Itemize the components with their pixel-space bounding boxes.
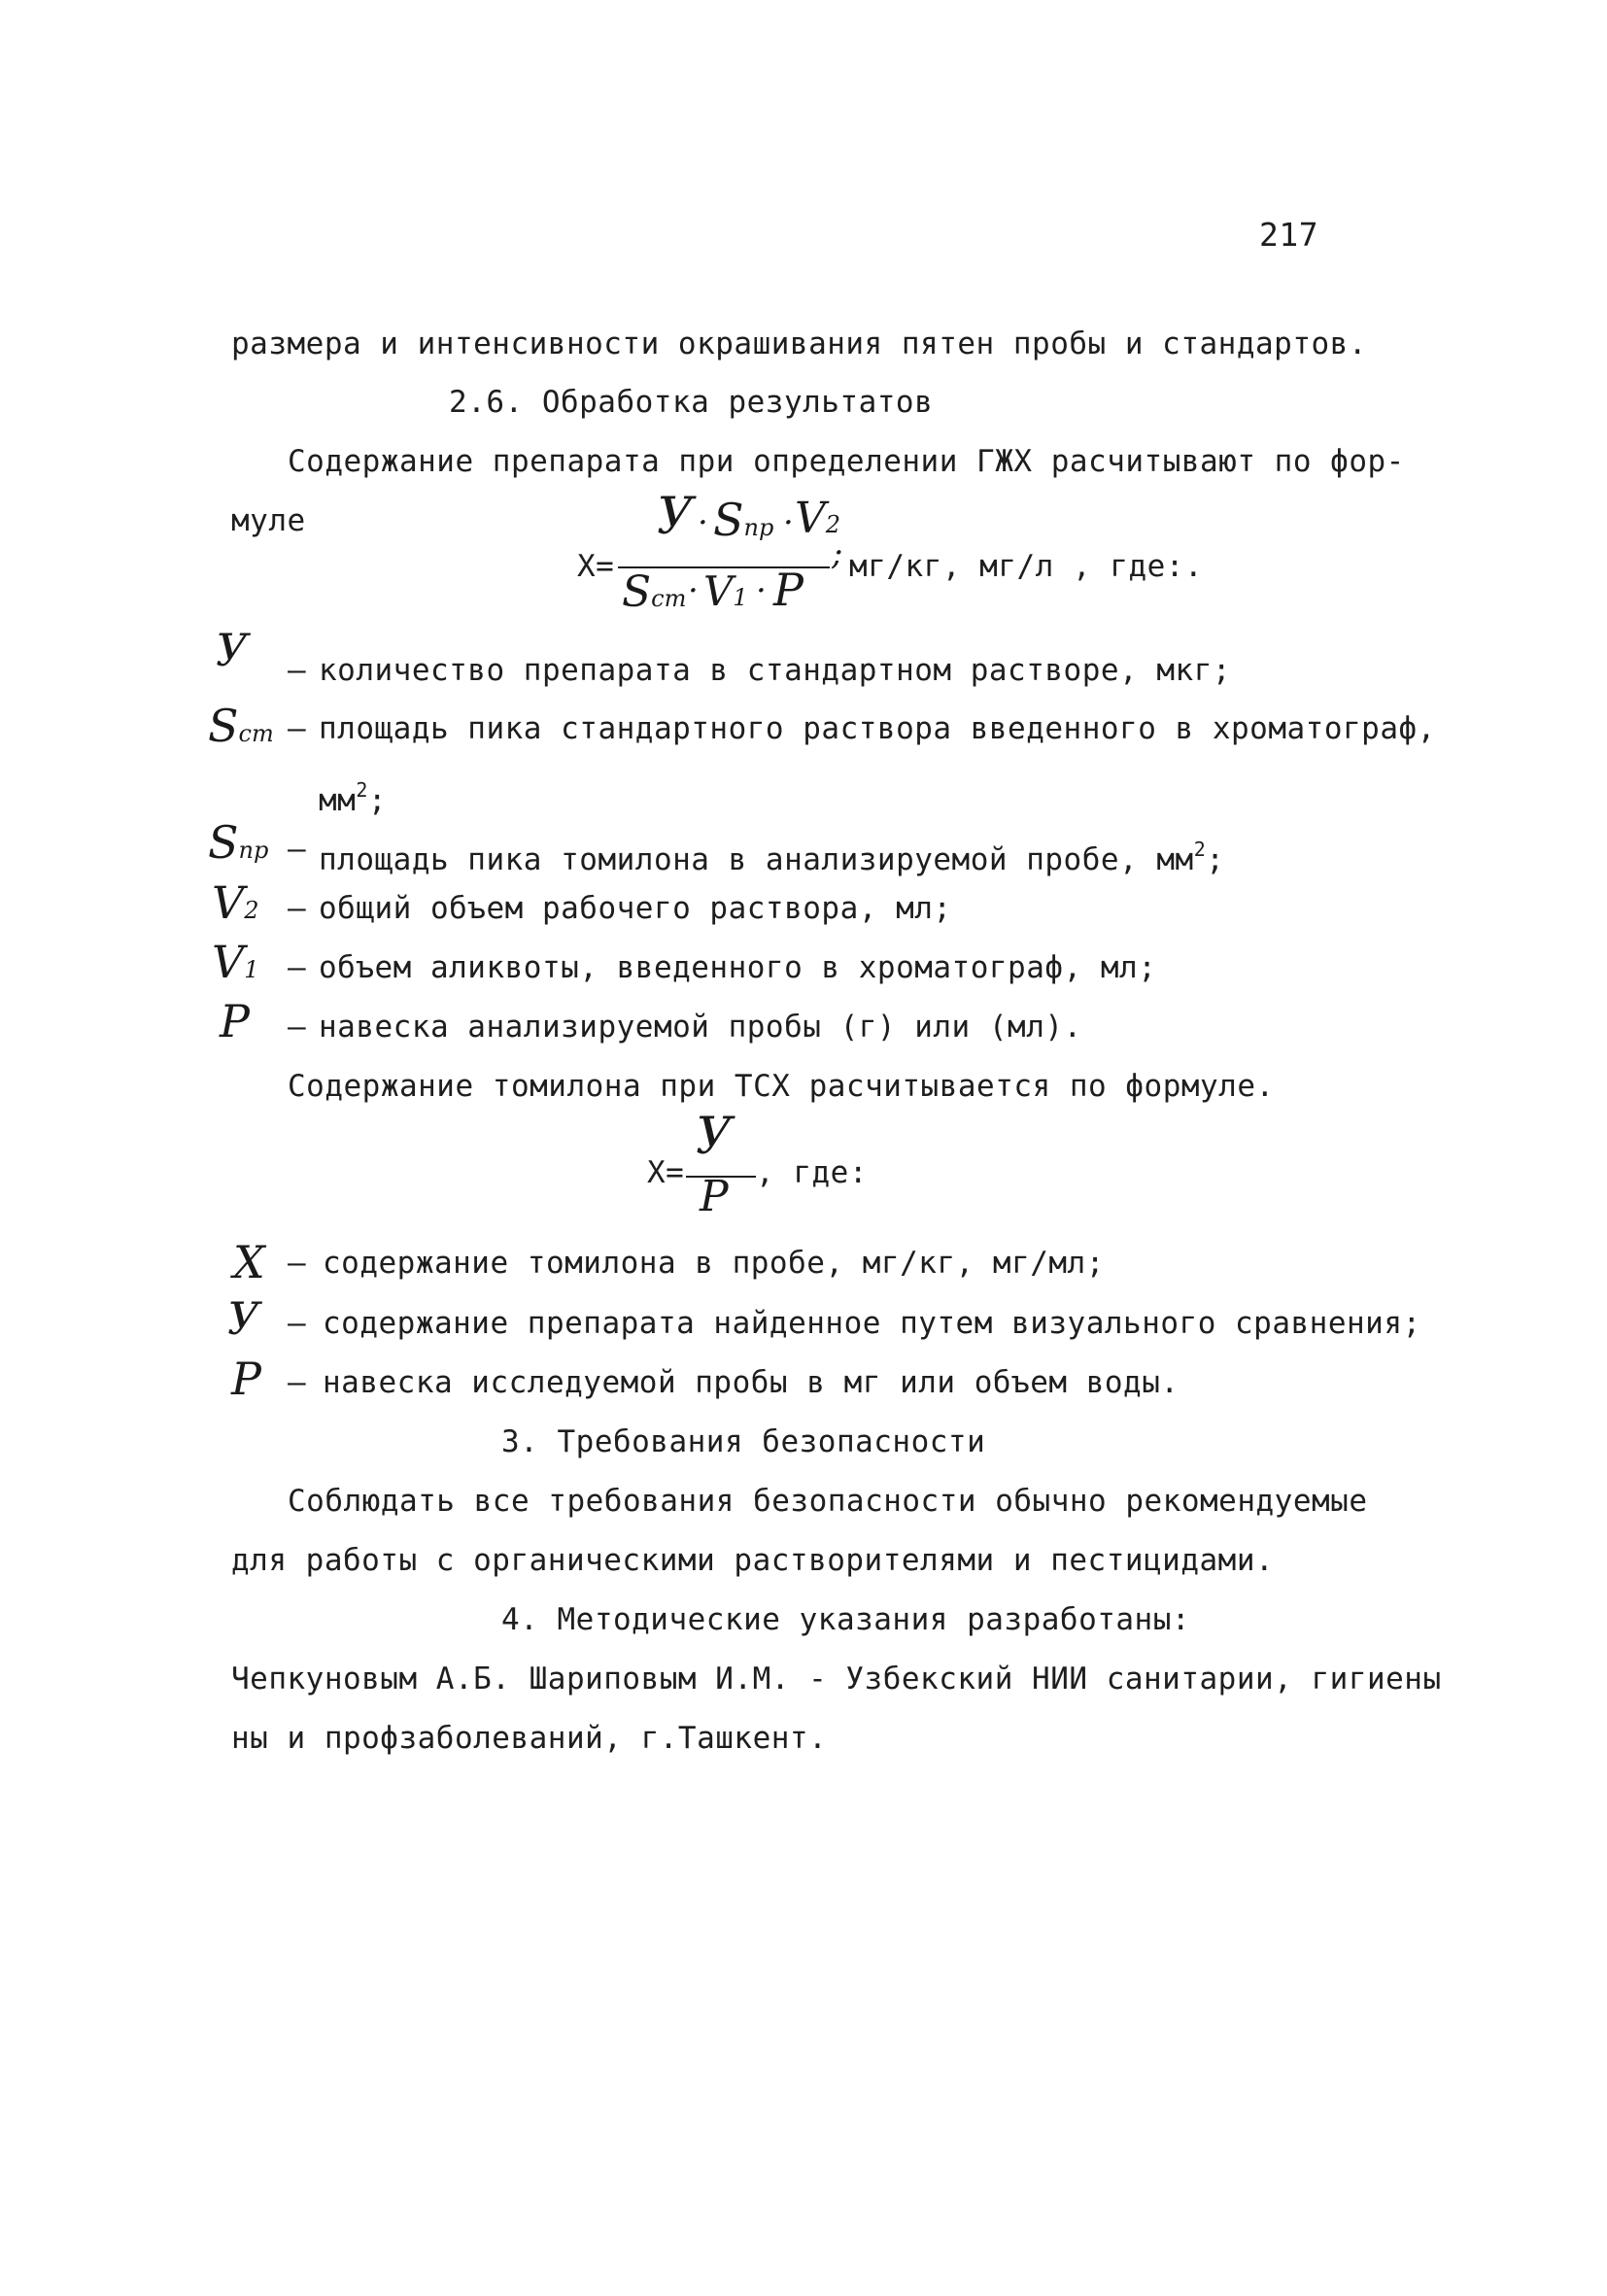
paragraph-gc-formula-intro-end: муле: [231, 503, 306, 538]
definition-dash: –: [288, 1246, 306, 1281]
definition-symbol-y: У: [216, 624, 249, 676]
formula-denominator-s: Sст: [622, 567, 687, 617]
formula-denominator-p: P: [773, 564, 804, 616]
formula-numerator-v: V2: [795, 494, 841, 543]
definition-symbol-p: P: [220, 995, 250, 1047]
formula2-numerator-y: У: [696, 1108, 733, 1166]
definition-symbol-x: X: [233, 1236, 265, 1288]
definition-dash: –: [288, 653, 306, 688]
formula-x-equals: X=: [577, 549, 615, 584]
definition-text-s-st-unit: $мм^2$;: [319, 778, 388, 818]
definition-text-v1: объем аликвоты, введенного в хроматограф, мл;: [319, 950, 1157, 985]
definition-dash: –: [288, 711, 306, 746]
formula-denominator-dot: ·: [688, 571, 699, 610]
definition-text-v2: общий объем рабочего раствора, мл;: [319, 891, 952, 926]
definition-symbol-y2: У: [227, 1292, 260, 1345]
definition-text-x: содержание томилона в пробе, мг/кг, мг/мл;: [323, 1246, 1105, 1281]
definition-dash: –: [288, 950, 306, 985]
formula-semicolon: ;: [832, 534, 843, 573]
page-number: 217: [1259, 216, 1319, 254]
formula-numerator-y: У: [657, 488, 694, 546]
paragraph-gc-formula-intro: Содержание препарата при определении ГЖХ расчитывают по фор-: [288, 444, 1405, 479]
formula-denominator-dot2: ·: [756, 571, 767, 610]
definition-text-p: навеска анализируемой пробы (г) или (мл).: [319, 1010, 1082, 1045]
paragraph-safety-end: для работы с органическими растворителями и пестицидами.: [231, 1543, 1275, 1578]
definition-dash: –: [288, 1365, 306, 1400]
definition-dash: –: [288, 891, 306, 926]
section-heading-4: 4. Методические указания разработаны:: [501, 1602, 1191, 1637]
definition-symbol-s-pr: Sпр: [208, 816, 269, 869]
definition-symbol-p2: P: [231, 1353, 261, 1405]
paragraph-authors-end: ны и профзаболеваний, г.Ташкент.: [231, 1721, 828, 1756]
definition-dash: –: [288, 1010, 306, 1045]
formula-numerator-dot2: ·: [783, 503, 794, 542]
formula-units: мг/кг, мг/л , где:.: [849, 549, 1204, 584]
definition-text-p2: навеска исследуемой пробы в мг или объем воды.: [323, 1365, 1180, 1400]
formula-numerator-s: Sпр: [713, 494, 774, 546]
definition-symbol-s-st: Sст: [208, 700, 274, 752]
paragraph-tlc-formula-intro: Содержание томилона при ТСХ расчитывается по формуле.: [288, 1069, 1275, 1104]
formula2-denominator-p: P: [700, 1172, 729, 1221]
formula-denominator-v: V1: [703, 567, 748, 615]
formula2-x-equals: X=: [647, 1155, 685, 1190]
definition-dash: –: [288, 1306, 306, 1341]
formula-numerator-dot: ·: [698, 503, 708, 542]
definition-dash: –: [288, 832, 306, 867]
text-line-continuation: размера и интенсивности окрашивания пятен пробы и стандартов.: [231, 326, 1367, 361]
formula2-tail: , где:: [756, 1155, 868, 1190]
paragraph-authors: Чепкуновым А.Б. Шариповым И.М. - Узбекский НИИ санитарии, гигиены: [231, 1662, 1442, 1696]
definition-symbol-v2: V2: [212, 876, 259, 929]
definition-text-y: количество препарата в стандартном растворе, мкг;: [319, 653, 1232, 688]
definition-text-s-st: площадь пика стандартного раствора введенного в хроматограф,: [319, 711, 1436, 746]
definition-text-s-pr: площадь пика томилона в анализируемой пробе, $мм^2$;: [319, 838, 1225, 877]
section-heading-3: 3. Требования безопасности: [501, 1424, 986, 1459]
definition-symbol-v1: V1: [212, 936, 259, 988]
definition-text-y2: содержание препарата найденное путем визуального сравнения;: [323, 1306, 1421, 1341]
section-heading-2-6: 2.6. Обработка результатов: [449, 385, 934, 420]
paragraph-safety: Соблюдать все требования безопасности обычно рекомендуемые: [288, 1484, 1368, 1519]
